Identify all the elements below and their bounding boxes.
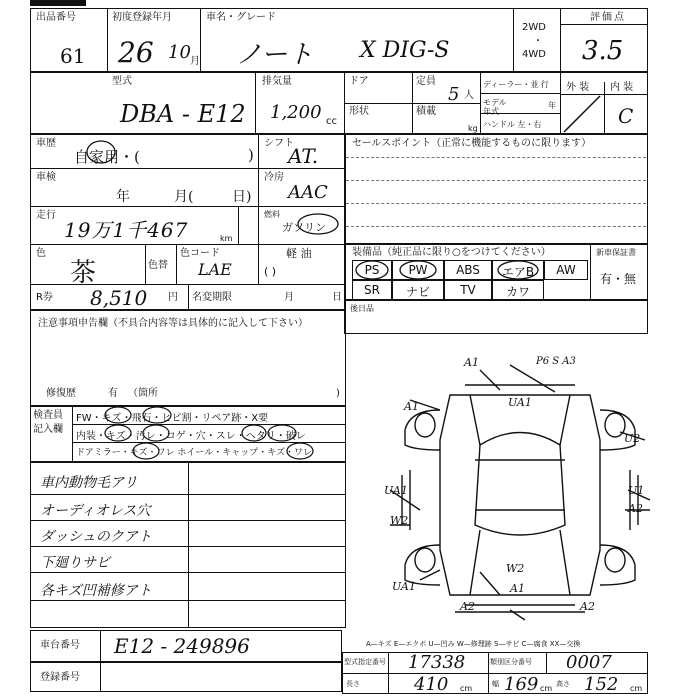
grade: X DIG-S xyxy=(360,38,450,63)
color-value: 茶 xyxy=(70,258,97,288)
equip-navi: ナビ xyxy=(405,285,430,299)
score-label: 評価点 xyxy=(590,12,626,23)
mileage-value: 19万1千467 xyxy=(64,218,189,242)
shift-label: シフト xyxy=(264,138,294,149)
color-code-label: 色コード xyxy=(180,248,220,259)
equip-ps: PS xyxy=(364,263,380,277)
insp-year: 年 xyxy=(116,189,130,205)
equipment-circles xyxy=(352,258,592,282)
new-cert-label: 新車保証書 xyxy=(596,248,636,257)
remark-4: 下廻りサビ xyxy=(40,555,110,571)
color-label: 色 xyxy=(36,248,46,259)
displacement-label: 排気量 xyxy=(262,76,292,87)
model-label: 車名・グレード xyxy=(206,12,276,23)
sales-point-label: セールスポイント（正常に機能するものに限ります） xyxy=(352,138,592,149)
dmg-p6sa3: P6 S A3 xyxy=(536,356,576,367)
insp-month: 月( xyxy=(174,189,194,205)
capacity-label: 定員 xyxy=(416,76,436,87)
recycle-label: R券 xyxy=(36,292,53,303)
dmg-ua1-roof: UA1 xyxy=(508,396,532,409)
nc-day: 日 xyxy=(332,292,342,303)
remark-2: オーディオレス穴 xyxy=(40,503,151,519)
history-close: ) xyxy=(248,146,254,164)
year-unit: 年 xyxy=(548,101,556,110)
fuel-circle xyxy=(294,210,346,238)
exterior-label: 外 装 xyxy=(566,82,590,93)
displacement-value: 1,200 xyxy=(270,102,322,123)
history-value: 自家用・( xyxy=(74,148,140,166)
dmg-u2: U2 xyxy=(624,432,641,445)
score-value: 3.5 xyxy=(582,36,624,66)
caution-label: 注意事項申告欄（不具合内容等は具体的に記入して下さい） xyxy=(38,318,308,329)
remark-1: 車内動物毛アリ xyxy=(40,475,138,491)
repair-label: 修復歴 xyxy=(46,388,76,399)
inspector-row1: FW・キズ・飛石・ヒビ割・リペア跡・X要 xyxy=(76,413,269,424)
load-label: 積載 xyxy=(416,106,436,117)
width-value: 169 xyxy=(504,674,539,695)
top-tab xyxy=(30,0,86,6)
inspector-label1: 検査員 xyxy=(33,410,63,421)
recycle-value: 8,510 xyxy=(90,286,148,310)
capacity-value: 5 xyxy=(448,84,460,105)
length-label: 長さ xyxy=(346,680,360,688)
height-unit: cm xyxy=(630,684,643,693)
type-label: 型式 xyxy=(112,76,132,87)
fuel-diesel: 軽 油 xyxy=(286,247,312,260)
dmg-ua1-side: UA1 xyxy=(384,484,408,497)
fuel-gasoline: ガソリン xyxy=(282,221,326,234)
remark-3: ダッシュのクアト xyxy=(40,529,152,545)
equip-sr: SR xyxy=(364,283,380,297)
insp-day: 日) xyxy=(232,189,252,205)
later-label: 後日品 xyxy=(350,304,374,313)
inspector-label2: 記入欄 xyxy=(33,424,63,435)
dmg-w2-rear: W2 xyxy=(506,562,525,575)
class-label: 類別区分番号 xyxy=(490,658,532,666)
displacement-unit: cc xyxy=(326,116,337,127)
load-unit: kg xyxy=(468,124,478,133)
sales-point-box xyxy=(344,134,648,244)
equip-pw: PW xyxy=(408,263,428,277)
month-unit: 月 xyxy=(190,56,200,67)
inspector-row3: ドアミラー・キズ・ワレ ホイール・キャップ・キズ・ワレ xyxy=(76,448,313,458)
new-cert-value: 有・無 xyxy=(600,272,637,286)
dealer-label: ディーラー・並 行 xyxy=(483,80,549,89)
width-unit: cm xyxy=(540,684,553,693)
repair-close: ) xyxy=(336,388,340,399)
dmg-a2-bl: A2 xyxy=(460,600,475,613)
repair-has: 有 xyxy=(108,388,118,399)
first-reg-label: 初度登録年月 xyxy=(112,12,172,23)
type-cert-value: 17338 xyxy=(408,652,466,673)
capacity-unit: 人 xyxy=(464,90,474,101)
history-label: 車歴 xyxy=(36,138,56,149)
drive-sep: ・ xyxy=(533,36,543,47)
recycle-unit: 円 xyxy=(168,292,178,303)
mileage-label: 走行 xyxy=(36,210,56,221)
model-year-label: モデル年式 xyxy=(483,98,507,116)
interior-label: 内 装 xyxy=(610,82,634,93)
dmg-w2-left: W2 xyxy=(390,514,409,527)
equip-tv: TV xyxy=(460,283,476,297)
fuel-paren: ( ) xyxy=(264,265,277,278)
drive-2wd: 2WD xyxy=(522,22,546,33)
ac-value: AAC xyxy=(288,182,328,203)
ac-label: 冷房 xyxy=(264,172,284,183)
history-circle xyxy=(84,138,118,166)
shift-value: AT. xyxy=(288,144,319,168)
inspection-label: 車検 xyxy=(36,172,56,183)
lot-label: 出品番号 xyxy=(36,12,76,23)
handle-label: ハンドル 左・右 xyxy=(483,120,542,129)
first-reg-month: 10 xyxy=(168,42,191,63)
equip-leather: カワ xyxy=(505,285,530,299)
lot-value: 61 xyxy=(60,44,86,68)
height-value: 152 xyxy=(584,674,619,695)
equip-aw: AW xyxy=(556,263,576,277)
drive-4wd: 4WD xyxy=(522,49,546,60)
later-box xyxy=(344,300,648,334)
class-value: 0007 xyxy=(566,652,612,673)
height-label: 高さ xyxy=(556,680,570,688)
remark-5: 各キズ凹補修アト xyxy=(40,583,152,599)
car-name: ノート xyxy=(236,40,314,70)
type-value: DBA - E12 xyxy=(120,100,246,128)
reg-label: 登録番号 xyxy=(40,672,80,683)
color-code-value: LAE xyxy=(198,260,232,279)
inspector-circles xyxy=(72,406,346,462)
dmg-a1-left: A1 xyxy=(404,400,419,413)
width-label: 幅 xyxy=(492,680,499,688)
equip-abs: ABS xyxy=(456,263,480,277)
mileage-unit: km xyxy=(220,234,233,243)
chassis-value: E12 - 249896 xyxy=(114,634,250,658)
equipment-label: 装備品（純正品に限り○をつけてください） xyxy=(352,247,551,258)
color-change-label: 色替 xyxy=(148,260,168,271)
repair-paren: （箇所 xyxy=(128,388,158,399)
chassis-label: 車台番号 xyxy=(40,640,80,651)
car-diagram xyxy=(380,350,670,630)
dmg-a2-br: A2 xyxy=(580,600,595,613)
dmg-a1-top: A1 xyxy=(464,356,479,369)
dmg-a1-rear: A1 xyxy=(510,582,525,595)
type-cert-label: 型式指定番号 xyxy=(344,658,386,666)
length-unit: cm xyxy=(460,684,473,693)
interior-value: C xyxy=(618,104,634,128)
dmg-ua1-rear: UA1 xyxy=(392,580,416,593)
length-value: 410 xyxy=(414,674,449,695)
equip-airbag: エアB xyxy=(501,265,535,279)
dmg-a2-right: A2 xyxy=(628,502,643,515)
name-change-label: 名変期限 xyxy=(192,292,232,303)
legend: A—キズ E—エクボ U—凹み W—修理跡 S—サビ C—腐食 XX—交換 xyxy=(366,640,581,648)
exterior-slash xyxy=(560,94,604,134)
fuel-label: 燃料 xyxy=(264,210,280,219)
inspector-row2: 内装・キズ・汚レ・コゲ・穴・スレ・ヘタリ・破レ xyxy=(76,431,306,442)
first-reg-year: 26 xyxy=(118,36,154,69)
shape-label: 形状 xyxy=(349,106,369,117)
nc-month: 月 xyxy=(284,292,294,303)
dmg-u1: U1 xyxy=(628,484,645,497)
door-label: ドア xyxy=(349,76,369,87)
